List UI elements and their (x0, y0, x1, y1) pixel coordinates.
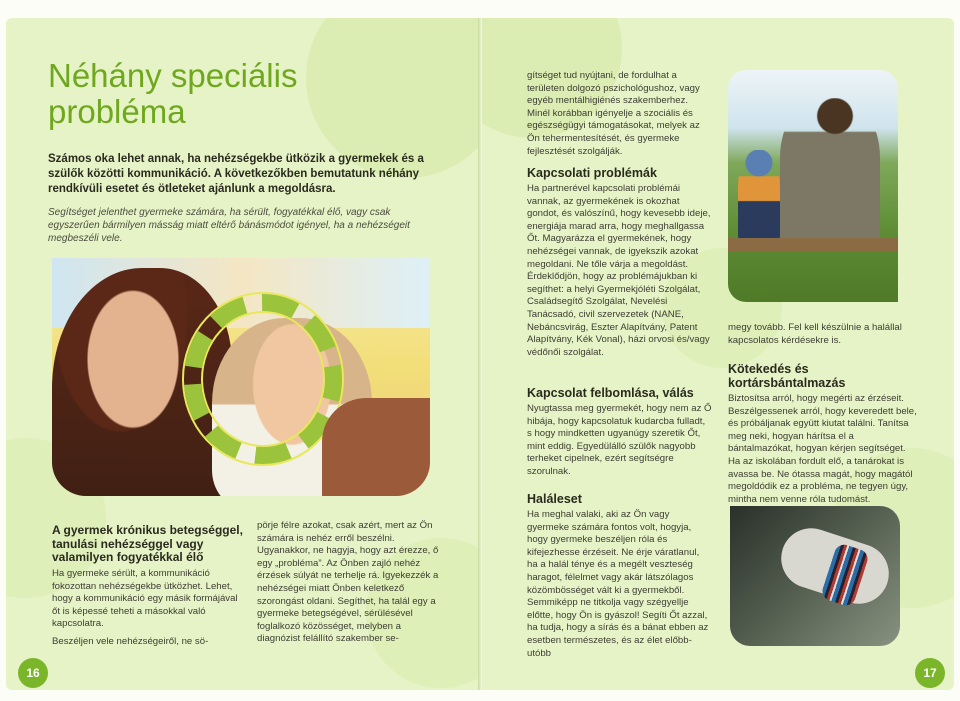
man-figure (780, 98, 880, 248)
section-bullying (728, 362, 918, 506)
section-text: Ha partnerével kapcsolati problémái vannak, az gyermekének is okozhat gondot, és valószínű, hogy kevesebb ideje, energiája marad arra, hogy meghallgassa Őt. Magyarázza el gyermekének, hogy nehézségei vannak, de igyekszik azokat megoldani. Ne tőle várja a megoldást. Érdeklődjön, hogy az problémájukban ki segíthet: a helyi Gyermekjóléti Szolgálat, Családsegítő Szolgálat, Nevelési Tanácsadó, civil szervezetek (NANE, Nebáncsvirág, Eszter Alapítvány, Patent Alapítvány, Kék Vonal), házi orvosi és/vagy védőnői szolgálat. (527, 183, 711, 358)
mother-and-child-photo (52, 258, 430, 496)
page-number-badge: 17 (915, 658, 945, 688)
paragraph: Beszéljen vele nehézségeiről, ne sö- (52, 635, 209, 647)
toy-ring (184, 294, 342, 464)
page-title: Néhány speciális probléma (48, 57, 298, 130)
paragraph: pörje félre azokat, csak azért, mert az Ön számára is nehéz erről beszélni. Ugyanakkor, ne hagyja, hogy azt érezze, ő egy „probléma”. Az Önben zajló nehéz érzések súlyát ne terhelje rá. Igyekezzék a nehézségei miatt Önben keletkező szorongást oldani. Segíthet, ha talál egy a gyermeke betegségével, sérülésével foglalkozó közösséget, melyben a diagnózist felállító szakember se- (257, 520, 439, 645)
sleeve-shape (322, 398, 430, 496)
paragraph: Ha gyermeke sérült, a kommunikáció fokozottan nehézségekbe ütközhet. Lehet, hogy a kommunikáció egy másik formájával őt is képessé teheti a másokkal való kapcsolatra. (52, 568, 238, 630)
boy-figure (738, 150, 780, 242)
continued-text: megy tovább. Fel kell készülnie a halállal kapcsolatos kérdésekre is. (728, 322, 902, 346)
section-heading-chronic-illness: A gyermek krónikus betegséggel, tanulási nehézséggel vagy valamilyen fogyatékkal élő (52, 523, 243, 564)
father-and-son-bench-photo (728, 70, 898, 302)
left-column-text (52, 568, 242, 649)
section-text: Nyugtassa meg gyermekét, hogy nem az Ő hibája, hogy kapcsolatuk kudarcba fulladt, s hogy mindketten ugyanúgy szeretik Őt, mint eddig. Egyedülálló szülők nagyobb terheket cipelnek, ezért segítségre szorulnak. (527, 403, 712, 477)
section-divorce (527, 386, 712, 479)
lead-paragraph: Számos oka lehet annak, ha nehézségekbe ütközik a gyermekek és a szülők közötti kommunikáció. A következőkben bemutatunk néhány rendkívüli esetet és ötleteket ajánlunk a megoldásra. (48, 153, 424, 195)
bench-shape (728, 238, 898, 252)
section-bereavement (527, 492, 712, 660)
intro-paragraph: Segítséget jelenthet gyermeke számára, ha sérült, fogyatékkal élő, vagy csak egyszerűen bármilyen másság miatt eltérő bánásmódot igényel, ha a nehézségeit megbeszéli vele. (48, 207, 410, 244)
page-number-badge: 16 (18, 658, 48, 688)
section-text: Biztosítsa arról, hogy megérti az érzéseit. Beszélgessenek arról, hogy keveredett bele, és próbáljanak együtt kiutat találni. Tanítsa meg neki, hogyan hárítsa el a bántalmazókat, hogyan kérjen segítséget. Ha az iskolában fordult elő, a tanárokat is avassa be. Ne ótassa magát, hogy magától megoldódik ez a probléma, ne tegyen úgy, mintha nem venne róla tudomást. (728, 393, 917, 505)
continued-text: gítséget tud nyújtani, de fordulhat a területen dolgozó pszichológushoz, vagy egyéb mentálhigiénés szakemberhez. Minél korábban igényelje a szociális és egészségügyi támogatásokat, melyek az Ön tehermentesítését, és gyermeke fejlesztését szolgálják. (527, 70, 700, 157)
section-relationship-problems (527, 166, 712, 359)
hands-with-bracelets-photo (730, 506, 900, 646)
section-heading: Kötekedés és kortársbántalmazás (728, 362, 846, 390)
section-heading: Haláleset (527, 492, 582, 506)
section-text: Ha meghal valaki, aki az Ön vagy gyermeke számára fontos volt, hogyja, hogy gyermeke beszéljen róla és kifejezhesse érzéseit. Ne érje váratlanul, ha a halál ténye és a megélt veszteség haragot, félelmet vagy akár látszólagos közömbösséget vált ki a gyermekből. Semmiképp ne titkolja vagy szégyellje előtte, hogy Ön is gyászol! Segíti Őt azzal, ha tudja, hogy a sírás és a bánat ebben az esetben természetes, és az élet előbb-utóbb (527, 509, 709, 659)
section-heading: Kapcsolat felbomlása, válás (527, 386, 694, 400)
section-heading: Kapcsolati problémák (527, 166, 657, 180)
right-column-text (257, 520, 443, 646)
